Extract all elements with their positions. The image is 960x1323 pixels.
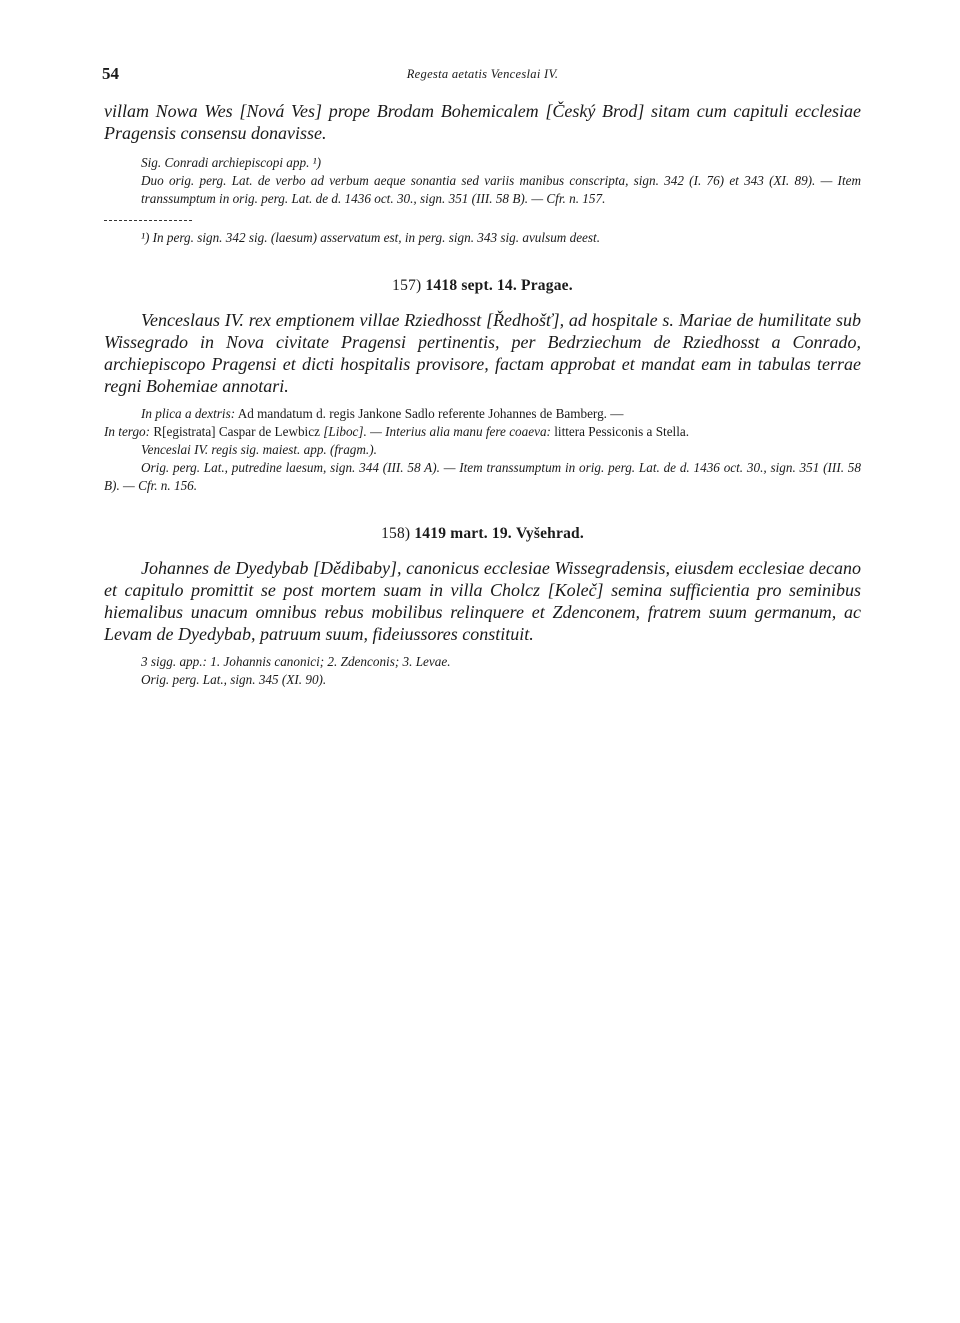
entry-158-number: 158) [381,525,411,542]
continuation-orig-line: Duo orig. perg. Lat. de verbo ad verbum aeque sonantia sed variis manibus conscripta, sign. 342 (I. 76) et 343 (XI. 89). — Item transsumptum in orig. perg. Lat. de d. 1436 oct. 30., sign. 351 (III. 58 B). — Cfr. n. 157. [141,173,861,206]
continuation-notes [104,154,861,172]
entry-157-heading [104,277,861,295]
entry-157-date: 1418 sept. 14. [425,277,517,294]
interius-text: littera Pessiconis a Stella. [554,424,690,439]
tergo-label: In tergo: [104,424,151,439]
entry-157-tergo [104,423,861,441]
page-number: 54 [102,64,119,83]
entry-158-date: 1419 mart. 19. [414,525,512,542]
entry-157-place: Pragae. [521,277,573,294]
entry-157-endorsements [104,405,861,423]
plica-text: Ad mandatum d. regis Jankone Sadlo referente Johannes de Bamberg. — [237,406,624,421]
footnote: ¹) In perg. sign. 342 sig. (laesum) asservatum est, in perg. sign. 343 sig. avulsum deest. [141,230,601,245]
entry-158-heading [104,525,861,543]
continuation-seal-line: Sig. Conradi archiepiscopi app. ¹) [141,155,322,170]
entry-157-number: 157) [392,277,422,294]
entry-158-seal-line: 3 sigg. app.: 1. Johannis canonici; 2. Zdenconis; 3. Levae. [141,654,451,669]
footnote-separator [104,220,192,221]
entry-157-orig-line: Orig. perg. Lat., putredine laesum, sign. 344 (III. 58 A). — Item transsumptum in orig. perg. Lat. de d. 1436 oct. 30., sign. 351 (III. 58 B). — Cfr. n. 156. [104,460,861,493]
interius-label: — Interius alia manu fere coaeva: [370,424,551,439]
plica-label: In plica a dextris: [141,406,236,421]
entry-157-seal-line: Venceslai IV. regis sig. maiest. app. (fragm.). [141,442,377,457]
entry-158-regest: Johannes de Dyedybab [Dědibaby], canonicus ecclesiae Wissegradensis, eiusdem ecclesiae decano et capitulo promittit se post mortem suam in villa Cholcz [Koleč] semina sufficientia pro seminibus hiemalibus unacum omnibus rebus mobilibus relinquere et Zdenconem, fratrem suum germanum, ac Levam de Dyedybab, patruum suum, fideiussores constituit. [104,558,861,644]
continuation-regest: villam Nowa Wes [Nová Ves] prope Brodam Bohemicalem [Český Brod] sitam cum capituli ecclesiae Pragensis consensu donavisse. [104,101,861,143]
entry-158-orig-line: Orig. perg. Lat., sign. 345 (XI. 90). [141,672,327,687]
entry-158-place: Vyšehrad. [515,525,584,542]
document-page [104,64,861,689]
entry-157-regest: Venceslaus IV. rex emptionem villae Rziedhosst [Ředhošť], ad hospitale s. Mariae de humilitate sub Wissegrado in Nova civitate Pragensi pertinentis, per Bedrziechum de Rziedhosst a Conrado, archiepiscopo Pragensi et dicti hospitalis provisore, factam approbat et mandat eam in tabulas terrae regni Bohemiae annotari. [104,310,861,396]
tergo-place: [Liboc]. [323,424,367,439]
running-header [104,64,861,86]
running-title: Regesta aetatis Venceslai IV. [406,67,559,81]
tergo-text: R[egistrata] Caspar de Lewbicz [153,424,320,439]
